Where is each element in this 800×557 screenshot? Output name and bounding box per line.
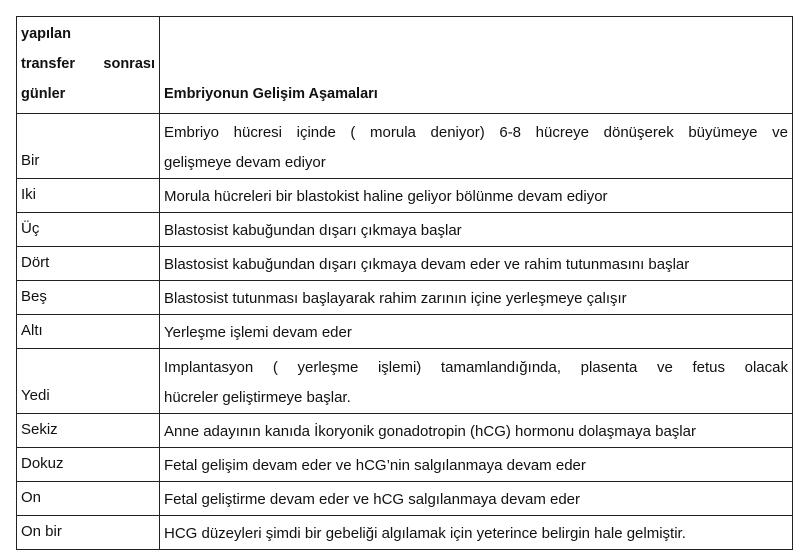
description-line1: Embriyo hücresi içinde ( morula deniyor) 6-8 hücreye dönüşerek büyümeye ve	[164, 124, 788, 141]
description-cell: Fetal geliştirme devam eder ve hCG salgılanmaya devam eder	[160, 482, 793, 516]
description-cell	[160, 349, 793, 414]
table-row	[17, 349, 793, 414]
day-cell: Üç	[17, 213, 160, 247]
description-line2: hücreler geliştirmeye başlar.	[164, 389, 351, 406]
header-day-cell	[17, 17, 160, 114]
description-cell: Fetal gelişim devam eder ve hCG’nin salgılanmaya devam eder	[160, 448, 793, 482]
day-cell: Sekiz	[17, 414, 160, 448]
header-day-line2-word1: transfer	[21, 56, 75, 72]
table-row	[17, 281, 793, 315]
table-row	[17, 448, 793, 482]
description-line1: Implantasyon ( yerleşme işlemi) tamamlandığında, plasenta ve fetus olacak	[164, 359, 788, 376]
table-row	[17, 179, 793, 213]
description-cell: Yerleşme işlemi devam eder	[160, 315, 793, 349]
header-day-line2	[21, 49, 155, 79]
day-cell: Yedi	[17, 349, 160, 414]
header-day-line2-word2: sonrası	[103, 56, 155, 72]
description-line2: gelişmeye devam ediyor	[164, 154, 326, 171]
description-cell: Blastosist kabuğundan dışarı çıkmaya başlar	[160, 213, 793, 247]
description-multiline	[164, 353, 788, 413]
header-day-line1: yapılan	[21, 26, 71, 42]
day-cell: Dört	[17, 247, 160, 281]
description-cell: Anne adayının kanıda İkoryonik gonadotropin (hCG) hormonu dolaşmaya başlar	[160, 414, 793, 448]
table-row	[17, 516, 793, 550]
table-row	[17, 482, 793, 516]
table-row	[17, 247, 793, 281]
day-cell: Beş	[17, 281, 160, 315]
day-cell: Iki	[17, 179, 160, 213]
description-multiline	[164, 118, 788, 178]
table-header-row	[17, 17, 793, 114]
day-cell: On bir	[17, 516, 160, 550]
day-cell: Altı	[17, 315, 160, 349]
day-cell: Bir	[17, 114, 160, 179]
description-cell	[160, 114, 793, 179]
day-cell: On	[17, 482, 160, 516]
header-stage-cell: Embriyonun Gelişim Aşamaları	[160, 17, 793, 114]
description-cell: Morula hücreleri bir blastokist haline geliyor bölünme devam ediyor	[160, 179, 793, 213]
description-cell: Blastosist tutunması başlayarak rahim zarının içine yerleşmeye çalışır	[160, 281, 793, 315]
description-cell: HCG düzeyleri şimdi bir gebeliği algılamak için yeterince belirgin hale gelmiştir.	[160, 516, 793, 550]
embryo-development-table	[16, 16, 793, 550]
table-row	[17, 114, 793, 179]
embryo-development-table-container	[16, 16, 792, 550]
table-row	[17, 315, 793, 349]
day-cell: Dokuz	[17, 448, 160, 482]
description-cell: Blastosist kabuğundan dışarı çıkmaya devam eder ve rahim tutunmasını başlar	[160, 247, 793, 281]
header-day-line3: günler	[21, 86, 66, 102]
table-row	[17, 414, 793, 448]
table-row	[17, 213, 793, 247]
